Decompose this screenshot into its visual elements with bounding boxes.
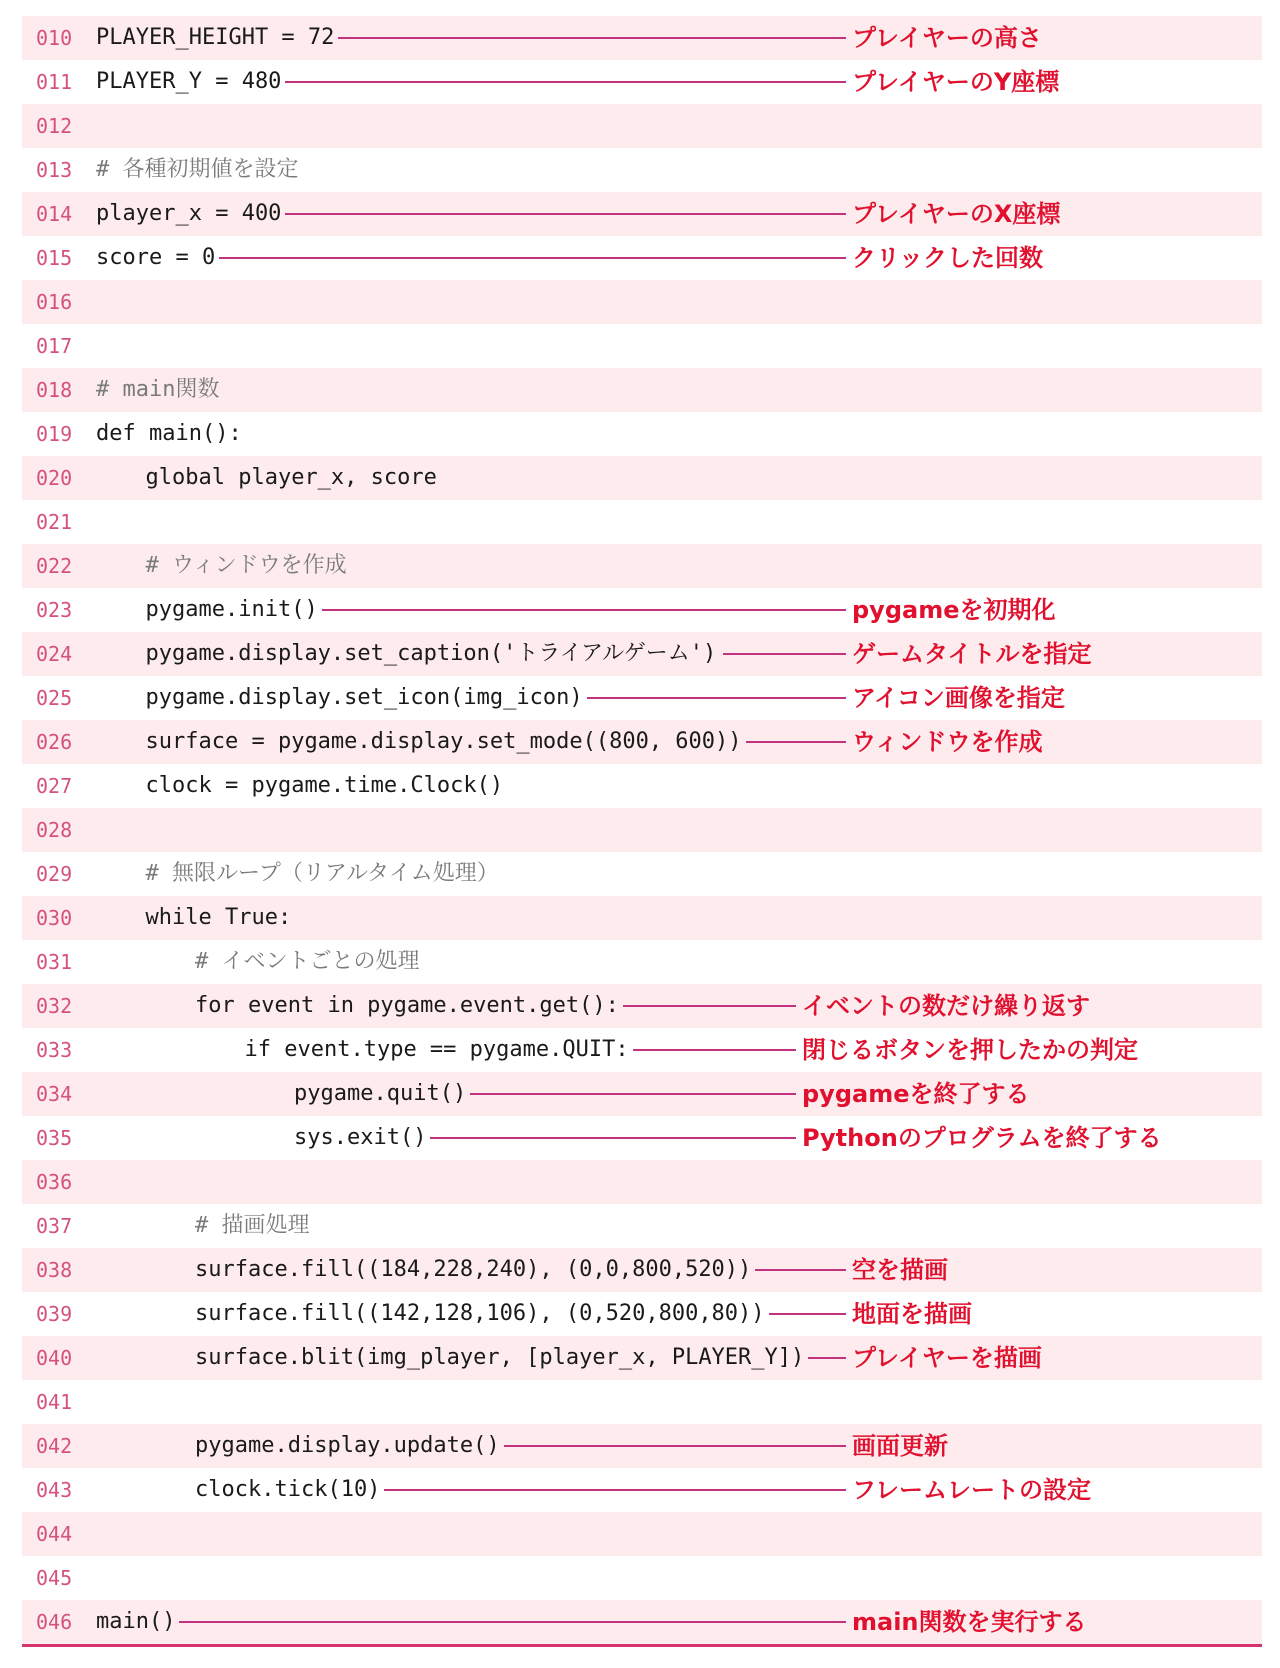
annotation-leader-line <box>808 1357 846 1359</box>
line-number: 036 <box>36 1170 73 1194</box>
line-number: 026 <box>36 730 73 754</box>
code-line <box>22 368 1262 412</box>
line-number: 028 <box>36 818 73 842</box>
code-annotation: フレームレートの設定 <box>852 1476 1092 1504</box>
code-line <box>22 1556 1262 1600</box>
code-text: pygame.init() <box>145 597 318 622</box>
code-text: surface.fill((142,128,106), (0,520,800,80)) <box>195 1301 765 1326</box>
annotation-leader-line <box>322 609 846 611</box>
line-number: 025 <box>36 686 73 710</box>
line-number: 040 <box>36 1346 73 1370</box>
annotation-leader-line <box>285 213 846 215</box>
code-annotation: 空を描画 <box>852 1256 948 1284</box>
code-line <box>22 808 1262 852</box>
line-number: 046 <box>36 1610 73 1634</box>
line-number: 012 <box>36 114 73 138</box>
code-text: player_x = 400 <box>96 201 282 226</box>
code-text: PLAYER_HEIGHT = 72 <box>96 25 335 50</box>
code-text: while True: <box>145 905 292 930</box>
code-line <box>22 1380 1262 1424</box>
code-text: pygame.quit() <box>294 1081 467 1106</box>
line-number: 027 <box>36 774 73 798</box>
line-number: 034 <box>36 1082 73 1106</box>
line-number: 024 <box>36 642 73 666</box>
code-comment: # ウィンドウを作成 <box>145 553 347 578</box>
line-number: 044 <box>36 1522 73 1546</box>
annotation-leader-line <box>430 1137 796 1139</box>
line-number: 019 <box>36 422 73 446</box>
annotation-leader-line <box>769 1313 846 1315</box>
code-line <box>22 236 1262 280</box>
code-line <box>22 1512 1262 1556</box>
code-line <box>22 1336 1262 1380</box>
code-line <box>22 1072 1262 1116</box>
code-line <box>22 456 1262 500</box>
annotation-leader-line <box>623 1005 796 1007</box>
line-number: 043 <box>36 1478 73 1502</box>
code-line <box>22 192 1262 236</box>
code-annotation: pygameを初期化 <box>852 596 1056 624</box>
annotation-leader-line <box>587 697 846 699</box>
line-number: 011 <box>36 70 73 94</box>
line-number: 042 <box>36 1434 73 1458</box>
code-annotation: クリックした回数 <box>852 244 1044 272</box>
code-annotation: アイコン画像を指定 <box>852 684 1065 712</box>
code-line <box>22 896 1262 940</box>
code-text: surface.fill((184,228,240), (0,0,800,520)) <box>195 1257 752 1282</box>
code-line <box>22 324 1262 368</box>
code-line <box>22 544 1262 588</box>
code-line <box>22 676 1262 720</box>
code-listing <box>22 16 1262 1647</box>
line-number: 033 <box>36 1038 73 1062</box>
code-annotation: プレイヤーのX座標 <box>852 200 1061 228</box>
code-annotation: プレイヤーの高さ <box>852 24 1042 52</box>
code-text: surface = pygame.display.set_mode((800, 600)) <box>145 729 742 754</box>
code-annotation: main関数を実行する <box>852 1608 1087 1636</box>
code-line <box>22 500 1262 544</box>
annotation-leader-line <box>338 37 846 39</box>
code-text: pygame.display.update() <box>195 1433 500 1458</box>
code-text: clock = pygame.time.Clock() <box>145 773 504 798</box>
annotation-leader-line <box>723 653 846 655</box>
line-number: 016 <box>36 290 73 314</box>
code-line <box>22 1248 1262 1292</box>
code-line <box>22 1028 1262 1072</box>
line-number: 039 <box>36 1302 73 1326</box>
code-line <box>22 1160 1262 1204</box>
code-line <box>22 720 1262 764</box>
code-line <box>22 104 1262 148</box>
annotation-leader-line <box>755 1269 846 1271</box>
line-number: 015 <box>36 246 73 270</box>
code-line <box>22 1468 1262 1512</box>
line-number: 018 <box>36 378 73 402</box>
annotation-leader-line <box>504 1445 846 1447</box>
code-text: if event.type == pygame.QUIT: <box>244 1037 629 1062</box>
line-number: 045 <box>36 1566 73 1590</box>
annotation-leader-line <box>633 1049 796 1051</box>
code-annotation: 地面を描画 <box>852 1300 972 1328</box>
code-comment: # 無限ループ（リアルタイム処理） <box>145 861 499 886</box>
code-annotation: プレイヤーを描画 <box>852 1344 1042 1372</box>
code-text: clock.tick(10) <box>195 1477 381 1502</box>
line-number: 013 <box>36 158 73 182</box>
code-annotation: ゲームタイトルを指定 <box>852 640 1092 668</box>
code-text: score = 0 <box>96 245 216 270</box>
line-number: 031 <box>36 950 73 974</box>
code-text: surface.blit(img_player, [player_x, PLAYER_Y]) <box>195 1345 805 1370</box>
line-number: 023 <box>36 598 73 622</box>
code-line <box>22 1116 1262 1160</box>
code-comment: # main関数 <box>96 377 220 402</box>
line-number: 017 <box>36 334 73 358</box>
code-line <box>22 1292 1262 1336</box>
code-annotation: 画面更新 <box>852 1432 948 1460</box>
code-line <box>22 16 1262 60</box>
line-number: 014 <box>36 202 73 226</box>
code-line <box>22 1600 1262 1644</box>
code-line <box>22 940 1262 984</box>
code-annotation: イベントの数だけ繰り返す <box>802 992 1090 1020</box>
code-line <box>22 632 1262 676</box>
code-line <box>22 1424 1262 1468</box>
annotation-leader-line <box>285 81 846 83</box>
code-comment: # イベントごとの処理 <box>195 949 420 974</box>
code-text: pygame.display.set_caption('トライアルゲーム') <box>145 641 717 666</box>
code-text: def main(): <box>96 421 242 446</box>
code-line <box>22 588 1262 632</box>
code-comment: # 描画処理 <box>195 1213 310 1238</box>
line-number: 041 <box>36 1390 73 1414</box>
code-line <box>22 984 1262 1028</box>
code-line <box>22 280 1262 324</box>
code-annotation: プレイヤーのY座標 <box>852 68 1060 96</box>
code-annotation: 閉じるボタンを押したかの判定 <box>802 1036 1138 1064</box>
code-annotation: ウィンドウを作成 <box>852 728 1043 756</box>
line-number: 032 <box>36 994 73 1018</box>
code-text: pygame.display.set_icon(img_icon) <box>145 685 583 710</box>
annotation-leader-line <box>746 741 846 743</box>
line-number: 021 <box>36 510 73 534</box>
line-number: 020 <box>36 466 73 490</box>
code-annotation: Pythonのプログラムを終了する <box>802 1124 1162 1152</box>
line-number: 030 <box>36 906 73 930</box>
code-text: for event in pygame.event.get(): <box>195 993 619 1018</box>
line-number: 022 <box>36 554 73 578</box>
line-number: 010 <box>36 26 73 50</box>
code-comment: # 各種初期値を設定 <box>96 157 299 182</box>
line-number: 029 <box>36 862 73 886</box>
code-line <box>22 852 1262 896</box>
code-text: PLAYER_Y = 480 <box>96 69 282 94</box>
code-text: sys.exit() <box>294 1125 427 1150</box>
code-line <box>22 148 1262 192</box>
line-number: 037 <box>36 1214 73 1238</box>
annotation-leader-line <box>219 257 846 259</box>
line-number: 035 <box>36 1126 73 1150</box>
code-line <box>22 60 1262 104</box>
code-text: main() <box>96 1609 176 1634</box>
code-line <box>22 412 1262 456</box>
code-text: global player_x, score <box>145 465 437 490</box>
annotation-leader-line <box>384 1489 846 1491</box>
code-line <box>22 1204 1262 1248</box>
line-number: 038 <box>36 1258 73 1282</box>
annotation-leader-line <box>179 1621 846 1623</box>
code-annotation: pygameを終了する <box>802 1080 1030 1108</box>
code-line <box>22 764 1262 808</box>
annotation-leader-line <box>470 1093 796 1095</box>
